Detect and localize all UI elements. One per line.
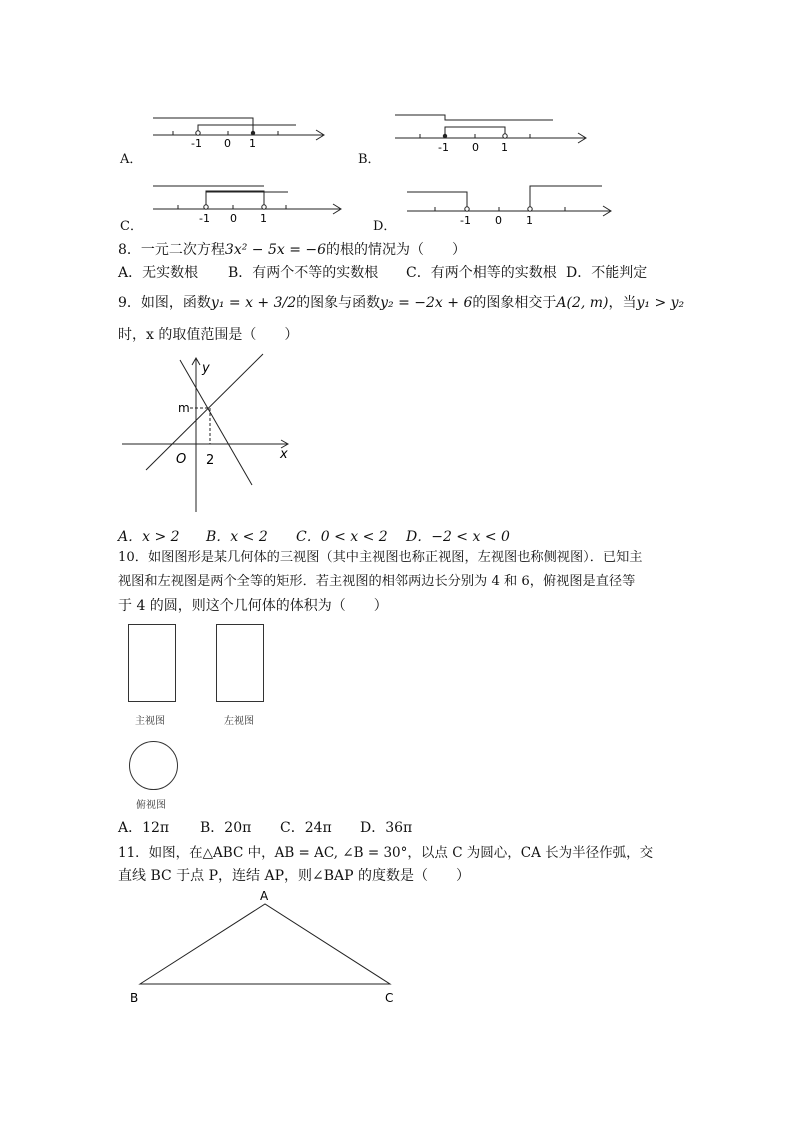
q9-func1: y₁ = x + 3/2 bbox=[210, 295, 297, 311]
q7-label-c[interactable]: C． bbox=[120, 219, 143, 234]
number-line-d bbox=[395, 178, 620, 228]
tick-0: 0 bbox=[495, 214, 502, 227]
tick-1: 1 bbox=[526, 214, 533, 227]
tick-neg1: -1 bbox=[199, 212, 210, 225]
tick-1: 1 bbox=[260, 212, 267, 225]
q9-stem-line2: 时，x 的取值范围是（ ） bbox=[118, 327, 299, 343]
q9-option-d[interactable]: D．−2 < x < 0 bbox=[406, 529, 510, 545]
top-view-circle bbox=[129, 741, 178, 790]
front-view-rect bbox=[128, 624, 176, 702]
q8-stem-pre: 8．一元二次方程 bbox=[118, 242, 225, 258]
left-view-caption: 左视图 bbox=[224, 716, 254, 727]
vertex-b: B bbox=[130, 991, 139, 1005]
q9-option-c[interactable]: C．0 < x < 2 bbox=[296, 529, 388, 545]
tick-0: 0 bbox=[230, 212, 237, 225]
left-view-rect bbox=[216, 624, 264, 702]
origin-label: O bbox=[176, 452, 187, 467]
tick-neg1: -1 bbox=[460, 214, 471, 227]
q9-options bbox=[118, 527, 510, 547]
q9-option-a[interactable]: A．x > 2 bbox=[118, 529, 180, 545]
q8-option-d[interactable]: D．不能判定 bbox=[566, 265, 648, 281]
q8-stem-post: 的根的情况为（ ） bbox=[326, 242, 467, 258]
tick-1: 1 bbox=[501, 141, 508, 154]
number-line-a bbox=[118, 100, 338, 170]
q10-option-a[interactable]: A．12π bbox=[118, 820, 170, 836]
q7-option-b bbox=[360, 100, 600, 170]
q10-stem-line2: 视图和左视图是两个全等的矩形．若主视图的相邻两边长分别为 4 和 6，俯视图是直径等 bbox=[118, 574, 636, 589]
q9-mid3: ，当 bbox=[608, 295, 637, 311]
q8-options bbox=[118, 263, 647, 283]
front-view-caption: 主视图 bbox=[135, 716, 165, 727]
q11-stem-line2: 直线 BC 于点 P，连结 AP，则∠BAP 的度数是（ ） bbox=[118, 868, 471, 884]
q9-stem bbox=[118, 293, 684, 313]
q10-option-d[interactable]: D．36π bbox=[360, 820, 413, 836]
number-line-c bbox=[118, 178, 348, 228]
tick-neg1: -1 bbox=[191, 137, 202, 150]
two-label: 2 bbox=[206, 453, 215, 468]
q10-options bbox=[118, 818, 412, 838]
vertex-c: C bbox=[385, 991, 394, 1005]
tick-1: 1 bbox=[249, 137, 256, 150]
q8-equation: 3x² − 5x = −6 bbox=[224, 242, 327, 258]
q10-stem-line3: 于 4 的圆，则这个几何体的体积为（ ） bbox=[118, 598, 388, 614]
tick-neg1: -1 bbox=[438, 141, 449, 154]
q11-triangle bbox=[125, 886, 410, 1011]
q10-stem-line1: 10．如图图形是某几何体的三视图（其中主视图也称正视图，左视图也称侧视图）．已知主 bbox=[118, 550, 643, 565]
q8-option-c[interactable]: C．有两个相等的实数根 bbox=[406, 265, 557, 281]
q7-label-a[interactable]: A． bbox=[120, 152, 143, 167]
q7-option-a bbox=[118, 100, 338, 170]
tick-0: 0 bbox=[472, 141, 479, 154]
q9-graph bbox=[118, 352, 298, 517]
q8-option-b[interactable]: B．有两个不等的实数根 bbox=[228, 265, 379, 281]
q7-option-c bbox=[118, 178, 348, 228]
q8-option-a[interactable]: A．无实数根 bbox=[118, 265, 199, 281]
top-view-caption: 俯视图 bbox=[136, 800, 166, 811]
q10-option-c[interactable]: C．24π bbox=[280, 820, 332, 836]
q9-option-b[interactable]: B．x < 2 bbox=[206, 529, 268, 545]
vertex-a: A bbox=[260, 889, 269, 903]
q7-label-d[interactable]: D． bbox=[373, 219, 397, 234]
m-label: m bbox=[178, 401, 190, 415]
tick-0: 0 bbox=[224, 137, 231, 150]
q7-option-d bbox=[395, 178, 620, 228]
q9-stem-pre: 9．如图，函数 bbox=[118, 295, 211, 311]
q11-stem-line1: 11．如图，在△ABC 中，AB = AC, ∠B = 30°，以点 C 为圆心，CA 长为半径作弧，交 bbox=[118, 845, 654, 861]
q9-mid1: 的图象与函数 bbox=[296, 295, 381, 311]
x-axis-label: x bbox=[280, 447, 288, 462]
q9-point: A(2, m) bbox=[556, 295, 609, 311]
number-line-b bbox=[360, 100, 600, 170]
y-axis-label: y bbox=[202, 361, 210, 376]
q9-mid2: 的图象相交于 bbox=[472, 295, 557, 311]
q8-stem bbox=[118, 240, 466, 260]
q9-cond: y₁ > y₂ bbox=[636, 295, 685, 311]
q7-label-b[interactable]: B． bbox=[358, 152, 381, 167]
q9-func2: y₂ = −2x + 6 bbox=[380, 295, 473, 311]
q10-option-b[interactable]: B．20π bbox=[200, 820, 252, 836]
